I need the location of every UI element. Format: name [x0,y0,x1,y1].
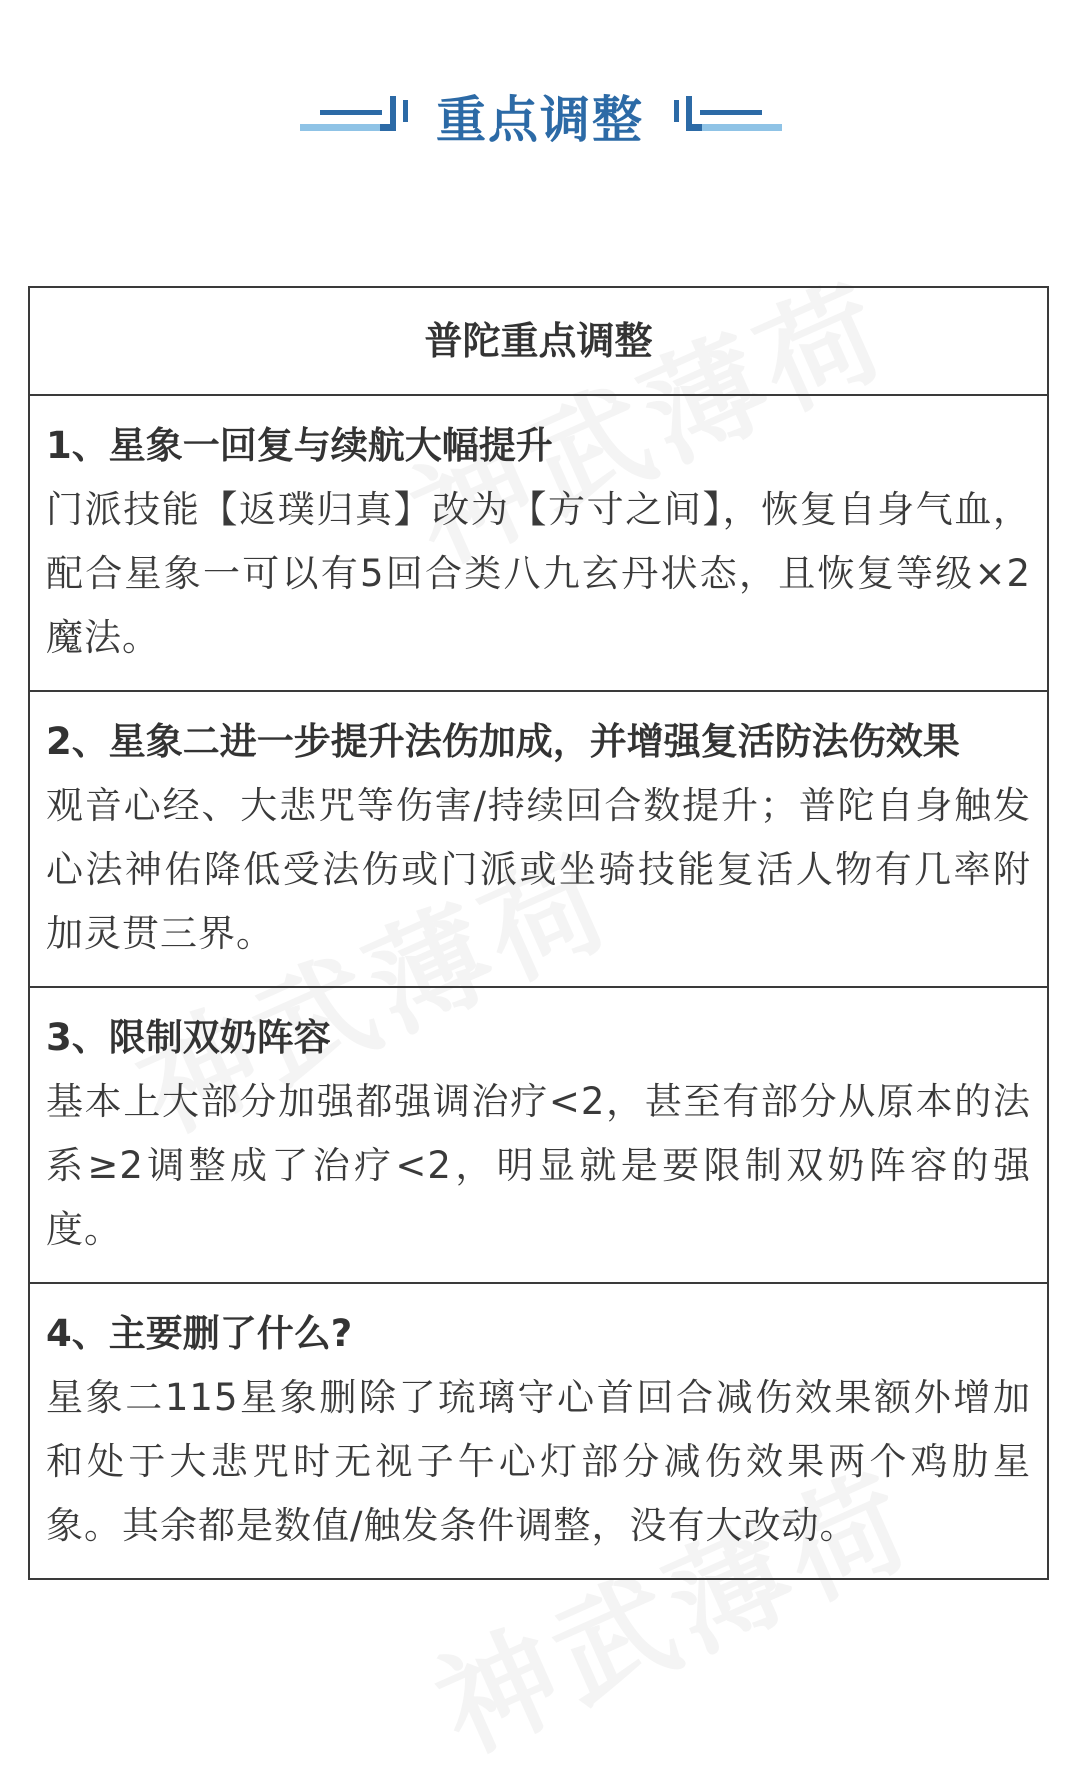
item-heading: 4、主要删了什么? [46,1312,353,1355]
table-row [30,988,1047,1284]
section-title: 重点调整 [436,91,644,149]
table-row [30,1284,1047,1578]
item-heading: 3、限制双奶阵容 [46,1016,331,1059]
adjustment-table [28,286,1049,1580]
item-heading: 1、星象一回复与续航大幅提升 [46,424,553,467]
table-row [30,396,1047,692]
table-heading: 普陀重点调整 [30,288,1047,396]
title-decoration-right [668,96,782,136]
item-body: 基本上大部分加强都强调治疗<2，甚至有部分从原本的法系≥2调整成了治疗<2，明显就是要限制双奶阵容的强度。 [46,1080,1031,1251]
table-row [30,692,1047,988]
item-body: 星象二115星象删除了琉璃守心首回合减伤效果额外增加和处于大悲咒时无视子午心灯部分减伤效果两个鸡肋星象。其余都是数值/触发条件调整，没有大改动。 [46,1376,1031,1547]
item-heading: 2、星象二进一步提升法伤加成，并增强复活防法伤效果 [46,720,960,763]
title-decoration-left [300,96,414,136]
item-body: 观音心经、大悲咒等伤害/持续回合数提升；普陀自身触发心法神佑降低受法伤或门派或坐骑技能复活人物有几率附加灵贯三界。 [46,784,1031,955]
item-body: 门派技能【返璞归真】改为【方寸之间】，恢复自身气血，配合星象一可以有5回合类八九玄丹状态，且恢复等级×2魔法。 [46,488,1031,659]
section-header [0,90,1080,160]
